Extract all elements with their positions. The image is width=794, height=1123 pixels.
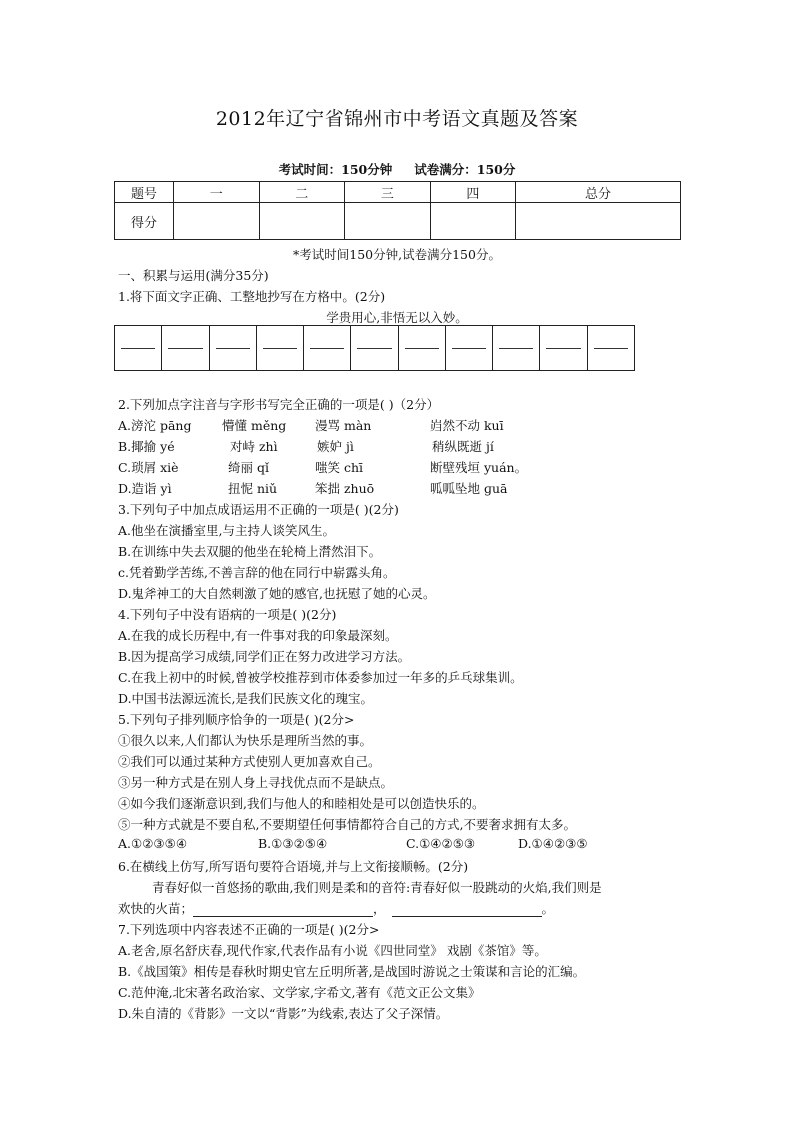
q2-d-4: 呱呱坠地 ɡuā: [430, 481, 508, 496]
score-table: [114, 181, 681, 240]
exam-note: *考试时间150分钟,试卷满分150分。: [293, 247, 501, 262]
score-col-1: 一: [174, 182, 260, 203]
q6-answer-line: [118, 899, 554, 917]
score-row-label: 得分: [115, 203, 174, 240]
q3-option-a: A.他坐在演播室里,与主持人谈笑风生。: [118, 523, 335, 538]
grid-cell[interactable]: [493, 326, 540, 371]
score-col-total: 总分: [516, 182, 681, 203]
q2-stem: 2.下列加点字注音与字形书写完全正确的一项是( )（2分）: [118, 397, 440, 412]
score-cell[interactable]: [174, 203, 260, 240]
page-title: 2012年辽宁省锦州市中考语文真题及答案: [215, 108, 579, 130]
q5-item: ④如今我们逐渐意识到,我们与他人的和睦相处是可以创造快乐的。: [118, 796, 485, 811]
q6-end: 。: [541, 901, 555, 916]
score-cell[interactable]: [516, 203, 681, 240]
q5-item: ②我们可以通过某种方式使别人更加喜欢自己。: [118, 754, 381, 769]
section-heading: 一、积累与运用(满分35分): [118, 268, 269, 283]
q5-choice-c: C.①④②⑤③: [406, 836, 476, 851]
q7-option-b: B.《战国策》相传是春秋时期史官左丘明所著,是战国时游说之士策谋和言论的汇编。: [118, 964, 586, 979]
score-cell[interactable]: [430, 203, 516, 240]
grid-cell[interactable]: [304, 326, 351, 371]
q4-option-c: C.在我上初中的时候,曾被学校推荐到市体委参加过一年多的乒乓球集训。: [118, 670, 523, 685]
q4-option-a: A.在我的成长历程中,有一件事对我的印象最深刻。: [118, 628, 398, 643]
q4-stem: 4.下列句子中没有语病的一项是( )(2分): [118, 607, 337, 622]
q7-option-a: A.老舍,原名舒庆春,现代作家,代表作品有小说《四世同堂》 戏剧《茶馆》等。: [118, 943, 547, 958]
q2-d-3: 笨拙 zhuō: [315, 481, 375, 496]
grid-cell[interactable]: [540, 326, 587, 371]
q5-item: ①很久以来,人们都认为快乐是理所当然的事。: [118, 733, 372, 748]
q2-a-3: 漫骂 màn: [315, 418, 372, 433]
q5-item: ⑤一种方式就是不要自私,不要期望任何事情都符合自己的方式,不要奢求拥有太多。: [118, 817, 576, 832]
grid-cell[interactable]: [115, 326, 162, 371]
q6-blank-2[interactable]: [392, 902, 542, 917]
q5-choice-b: B.①③②⑤④: [258, 836, 328, 851]
q7-option-c: C.范仲淹,北宋著名政治家、文学家,字希文,著有《范文正公文集》: [118, 985, 481, 1000]
q6-blank-1[interactable]: [193, 902, 373, 917]
q4-option-b: B.因为提高学习成绩,同学们正在努力改进学习方法。: [118, 649, 411, 664]
grid-cell[interactable]: [587, 326, 634, 371]
grid-cell[interactable]: [351, 326, 398, 371]
q6-separator: ，: [373, 901, 386, 916]
q6-context: 青春好似一首悠扬的歌曲,我们则是柔和的音符:青春好似一股跳动的火焰,我们则是: [152, 880, 602, 895]
score-col-2: 二: [259, 182, 345, 203]
q2-a-4: 岿然不动 kuī: [430, 418, 504, 433]
q6-line-start: 欢快的火苗；: [118, 901, 194, 916]
score-cell[interactable]: [259, 203, 345, 240]
q2-b-2: 对峙 zhì: [230, 439, 278, 454]
q5-choice-a: A.①②③⑤④: [118, 836, 188, 851]
q7-stem: 7.下列选项中内容表述不正确的一项是( )(2分>: [118, 922, 380, 937]
q5-item: ③另一种方式是在别人身上寻找优点而不是缺点。: [118, 775, 394, 790]
q3-stem: 3.下列句子中加点成语运用不正确的一项是( )(2分): [118, 502, 399, 517]
q3-option-b: B.在训练中失去双腿的他坐在轮椅上潸然泪下。: [118, 544, 382, 559]
q2-c-3: 嗤笑 chī: [315, 460, 364, 475]
grid-cell[interactable]: [445, 326, 492, 371]
q2-b-3: 嫉妒 jì: [317, 439, 354, 454]
q5-choice-d: D.①④②③⑤: [518, 836, 588, 851]
q2-a-2: 懵懂 měng: [222, 418, 287, 433]
q3-option-d: D.鬼斧神工的大自然刺激了她的感官,也抚慰了她的心灵。: [118, 586, 436, 601]
q5-stem: 5.下列句子排列顺序恰争的一项是( )(2分>: [118, 712, 355, 727]
exam-time: 考试时间：150分钟: [278, 162, 393, 177]
copy-grid[interactable]: [114, 325, 635, 371]
q1-copy-text: 学贵用心,非悟无以入妙。: [326, 310, 468, 325]
q2-a-1: A.滂沱 pāng: [118, 418, 192, 433]
grid-cell[interactable]: [256, 326, 303, 371]
q1-stem: 1.将下面文字正确、工整地抄写在方格中。(2分): [118, 289, 386, 304]
grid-cell[interactable]: [162, 326, 209, 371]
score-cell[interactable]: [345, 203, 431, 240]
q6-stem: 6.在横线上仿写,所写语句要符合语境,并与上文衔接顺畅。(2分): [118, 859, 469, 874]
q4-option-d: D.中国书法源远流长,是我们民族文化的瑰宝。: [118, 691, 374, 706]
score-col-4: 四: [430, 182, 516, 203]
q2-c-2: 绮丽 qǐ: [228, 460, 269, 475]
q7-option-d: D.朱自清的《背影》一文以“背影”为线索,表达了父子深情。: [118, 1006, 449, 1021]
q3-option-c: c.凭着勤学苦练,不善言辞的他在同行中崭露头角。: [118, 565, 396, 580]
exam-info: [0, 160, 794, 178]
q2-c-4: 断壁残垣 yuán。: [430, 460, 528, 475]
q2-d-1: D.造诣 yì: [118, 481, 172, 496]
q2-b-4: 稍纵既逝 jí: [432, 439, 494, 454]
q2-d-2: 扭怩 niǔ: [228, 481, 278, 496]
grid-cell[interactable]: [209, 326, 256, 371]
q2-b-1: B.揶揄 yé: [118, 439, 175, 454]
score-col-3: 三: [345, 182, 431, 203]
exam-full-score: 试卷满分：150分: [414, 162, 516, 177]
grid-cell[interactable]: [398, 326, 445, 371]
score-header-label: 题号: [115, 182, 174, 203]
q2-c-1: C.琐屑 xiè: [118, 460, 179, 475]
